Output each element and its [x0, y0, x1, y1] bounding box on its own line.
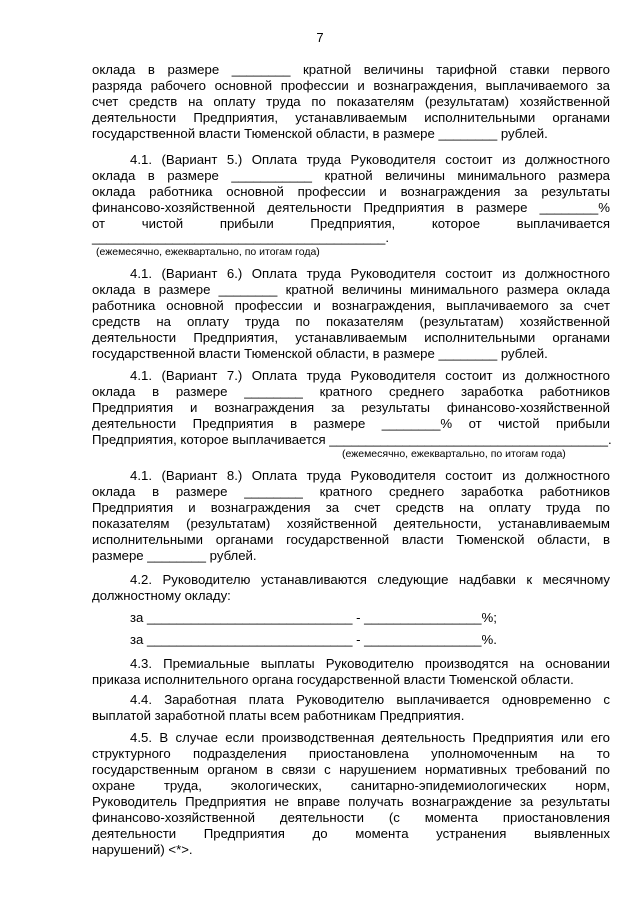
- text-line: 4.2. Руководителю устанавливаются следующие надбавки к месячному: [130, 572, 610, 587]
- text-line: счет средств на оплату труда по показателям (результатам) хозяйственной: [92, 94, 610, 109]
- text-line: 4.3. Премиальные выплаты Руководителю производятся на основании: [130, 656, 610, 671]
- text-line: государственной власти Тюменской области, в размере ________ рублей.: [92, 126, 548, 141]
- allowance-line: за ____________________________ - ________________%.: [130, 632, 497, 647]
- text-line: оклада в размере ________ кратного среднего заработка работников: [92, 484, 610, 499]
- text-line: размере ________ рублей.: [92, 548, 257, 563]
- footnote-hint: (ежемесячно, ежеквартально, по итогам года): [342, 448, 566, 460]
- text-line: Предприятия, которое выплачивается ______________________________________.: [92, 432, 612, 447]
- allowance-line: за ____________________________ - ________________%;: [130, 610, 497, 625]
- text-line: финансово-хозяйственной деятельности (с момента приостановления: [92, 810, 610, 825]
- text-line: оклада работника основной профессии и вознаграждения за результаты: [92, 184, 610, 199]
- text-line: деятельности Предприятия до момента устранения выявленных: [92, 826, 610, 841]
- text-line: должностному окладу:: [92, 588, 231, 603]
- text-line: Предприятия и вознаграждения за результаты финансово-хозяйственной: [92, 400, 610, 415]
- text-line: нарушений) <*>.: [92, 842, 193, 857]
- text-line: охране труда, экологических, санитарно-эпидемиологических норм,: [92, 778, 610, 793]
- footnote-hint: (ежемесячно, ежеквартально, по итогам года): [96, 246, 320, 258]
- text-line: 4.1. (Вариант 6.) Оплата труда Руководителя состоит из должностного: [130, 266, 610, 281]
- text-line: оклада в размере ___________ кратной величины минимального размера: [92, 168, 610, 183]
- text-line: работника основной профессии и вознаграждения, выплачиваемого за счет: [92, 298, 610, 313]
- text-line: 4.1. (Вариант 8.) Оплата труда Руководителя состоит из должностного: [130, 468, 610, 483]
- text-line: деятельности Предприятия, устанавливаемым исполнительными органами: [92, 330, 610, 345]
- text-line: финансово-хозяйственной деятельности Предприятия в размере ________%: [92, 200, 610, 215]
- text-line: государственным органом в связи с нарушением нормативных требований по: [92, 762, 610, 777]
- text-line: деятельности Предприятия в размере ________% от чистой прибыли: [92, 416, 610, 431]
- text-line: разряда рабочего основной профессии и вознаграждения, выплачиваемого за: [92, 78, 610, 93]
- text-line: 4.5. В случае если производственная деятельность Предприятия или его: [130, 730, 610, 745]
- text-line: показателям (результатам) хозяйственной деятельности, устанавливаемым: [92, 516, 610, 531]
- text-line: от чистой прибыли Предприятия, которое выплачивается: [92, 216, 610, 231]
- text-line: государственной власти Тюменской области, в размере ________ рублей.: [92, 346, 548, 361]
- page-number: 7: [316, 30, 324, 45]
- text-line: приказа исполнительного органа государственной власти Тюменской области.: [92, 672, 574, 687]
- text-line: 4.1. (Вариант 5.) Оплата труда Руководителя состоит из должностного: [130, 152, 610, 167]
- text-line: выплатой заработной платы всем работникам Предприятия.: [92, 708, 465, 723]
- text-line: 4.4. Заработная плата Руководителю выплачивается одновременно с: [130, 692, 610, 707]
- text-line: деятельности Предприятия, устанавливаемым исполнительными органами: [92, 110, 610, 125]
- text-line: Предприятия и вознаграждения за счет средств на оплату труда по: [92, 500, 610, 515]
- text-line: оклада в размере ________ кратной величины минимального размера оклада: [92, 282, 610, 297]
- text-line: исполнительными органами государственной власти Тюменской области, в: [92, 532, 610, 547]
- text-line: структурного подразделения приостановлена уполномоченным на то: [92, 746, 610, 761]
- text-line: ________________________________________.: [92, 230, 390, 245]
- text-line: оклада в размере ________ кратной величины тарифной ставки первого: [92, 62, 610, 77]
- text-line: Руководитель Предприятия не вправе получать вознаграждение за результаты: [92, 794, 610, 809]
- text-line: средств на оплату труда по показателям (результатам) хозяйственной: [92, 314, 610, 329]
- text-line: 4.1. (Вариант 7.) Оплата труда Руководителя состоит из должностного: [130, 368, 610, 383]
- text-line: оклада в размере ________ кратного среднего заработка работников: [92, 384, 610, 399]
